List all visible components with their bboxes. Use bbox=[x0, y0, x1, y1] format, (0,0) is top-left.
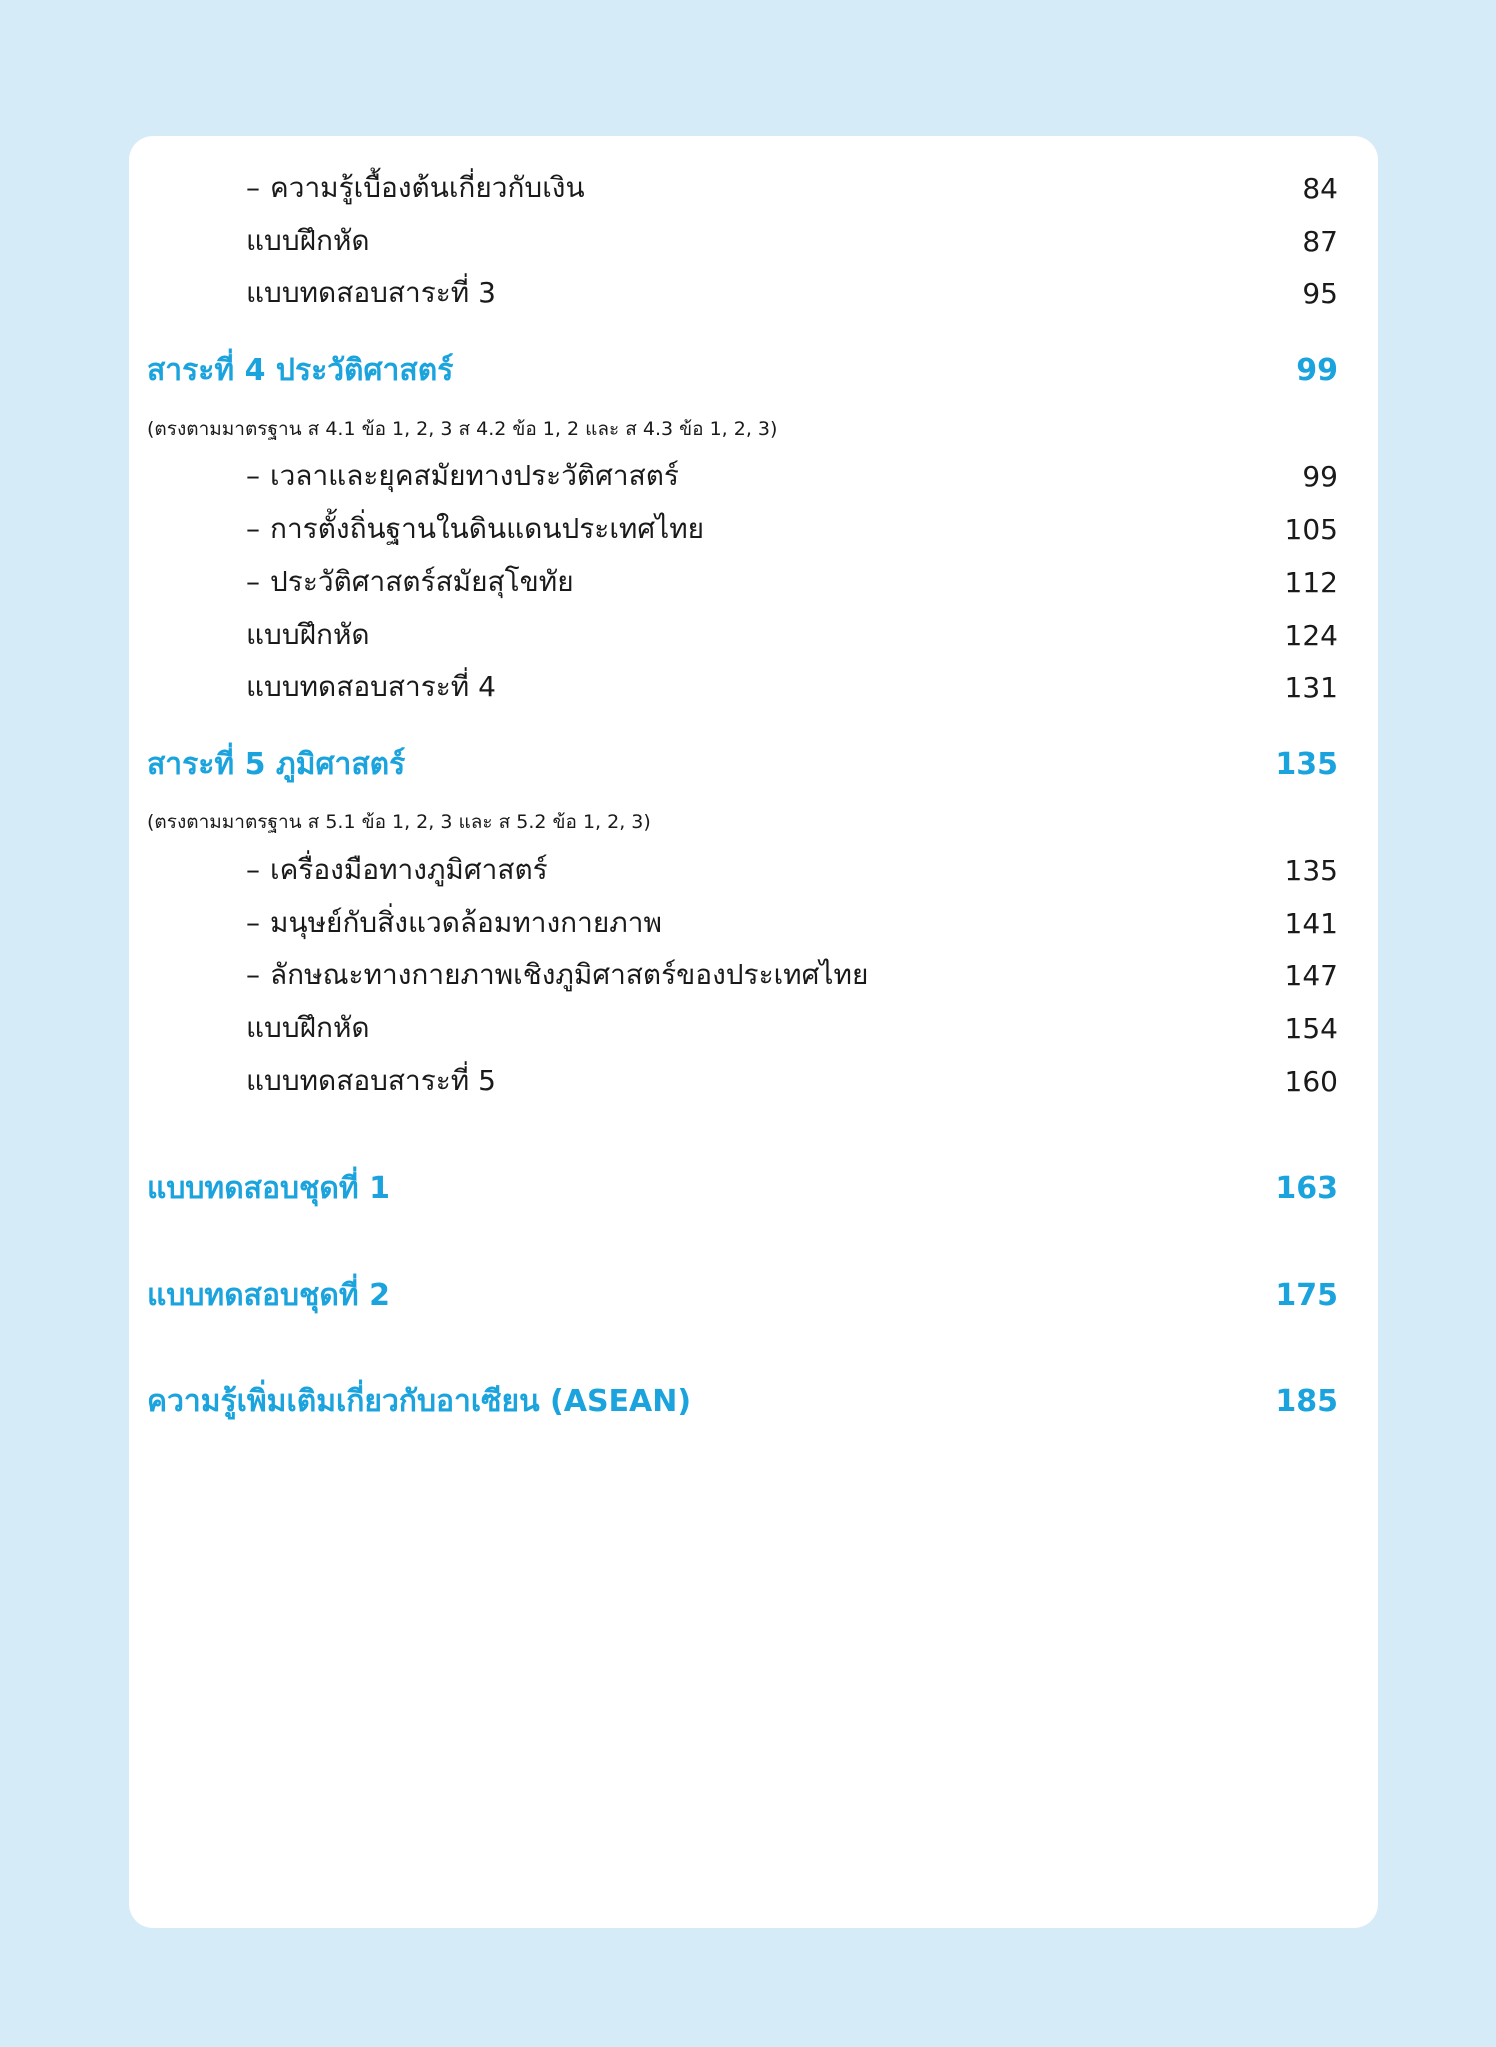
toc-item bbox=[129, 615, 1378, 655]
toc-item bbox=[129, 1008, 1378, 1048]
section-heading bbox=[129, 742, 1378, 786]
toc-item-label: แบบฝึกหัด bbox=[246, 1011, 370, 1044]
toc-item bbox=[129, 850, 1378, 890]
section-heading bbox=[129, 1273, 1378, 1317]
toc-dash: – bbox=[246, 958, 260, 991]
toc-item-label: – มนุษย์กับสิ่งแวดล้อมทางกายภาพ bbox=[246, 906, 662, 939]
section-heading-label: สาระที่ 4 ประวัติศาสตร์ bbox=[147, 352, 454, 388]
toc-page-number: 99 bbox=[1302, 459, 1338, 493]
toc-page-number: 112 bbox=[1284, 565, 1338, 599]
toc-item bbox=[129, 562, 1378, 602]
toc-item bbox=[129, 168, 1378, 208]
toc-item-label: แบบฝึกหัด bbox=[246, 224, 370, 257]
toc-item bbox=[129, 273, 1378, 313]
section-page-number: 135 bbox=[1275, 746, 1338, 782]
toc-item bbox=[129, 221, 1378, 261]
toc-dash: – bbox=[246, 906, 260, 939]
toc-page-number: 141 bbox=[1284, 906, 1338, 940]
toc-dash: – bbox=[246, 853, 260, 886]
section-heading-label: แบบทดสอบชุดที่ 2 bbox=[147, 1277, 390, 1313]
section-page-number: 99 bbox=[1296, 352, 1338, 388]
toc-item bbox=[129, 456, 1378, 496]
toc-page-number: 147 bbox=[1284, 958, 1338, 992]
section-heading bbox=[129, 1379, 1378, 1423]
toc-page-number: 124 bbox=[1284, 618, 1338, 652]
toc-page-number: 135 bbox=[1284, 853, 1338, 887]
toc-item bbox=[129, 1061, 1378, 1101]
toc-page-number: 84 bbox=[1302, 171, 1338, 205]
toc-item-label: – ลักษณะทางกายภาพเชิงภูมิศาสตร์ของประเทศไทย bbox=[246, 958, 869, 991]
toc-item bbox=[129, 509, 1378, 549]
section-heading-label: สาระที่ 5 ภูมิศาสตร์ bbox=[147, 746, 406, 782]
toc-item-label: – ประวัติศาสตร์สมัยสุโขทัย bbox=[246, 565, 574, 598]
toc-dash: – bbox=[246, 565, 260, 598]
section-heading-label: ความรู้เพิ่มเติมเกี่ยวกับอาเซียน (ASEAN) bbox=[147, 1383, 692, 1419]
toc-page-number: 131 bbox=[1284, 670, 1338, 704]
toc-item-label: – เวลาและยุคสมัยทางประวัติศาสตร์ bbox=[246, 459, 679, 492]
toc-page-number: 105 bbox=[1284, 512, 1338, 546]
toc-dash: – bbox=[246, 459, 260, 492]
section-page-number: 185 bbox=[1275, 1383, 1338, 1419]
section-page-number: 163 bbox=[1275, 1170, 1338, 1206]
toc-item-label: – การตั้งถิ่นฐานในดินแดนประเทศไทย bbox=[246, 512, 705, 545]
section-page-number: 175 bbox=[1275, 1277, 1338, 1313]
standards-note: (ตรงตามมาตรฐาน ส 4.1 ข้อ 1, 2, 3 ส 4.2 ข้อ 1, 2 และ ส 4.3 ข้อ 1, 2, 3) bbox=[147, 418, 778, 440]
toc-item bbox=[129, 667, 1378, 707]
toc-item-label: แบบทดสอบสาระที่ 5 bbox=[246, 1064, 496, 1097]
toc-item-label: แบบทดสอบสาระที่ 3 bbox=[246, 276, 496, 309]
toc-dash: – bbox=[246, 171, 260, 204]
toc-dash: – bbox=[246, 512, 260, 545]
standards-note: (ตรงตามมาตรฐาน ส 5.1 ข้อ 1, 2, 3 และ ส 5.2 ข้อ 1, 2, 3) bbox=[147, 811, 651, 833]
toc-card bbox=[129, 136, 1378, 1928]
toc-item-label: แบบฝึกหัด bbox=[246, 618, 370, 651]
toc-item bbox=[129, 903, 1378, 943]
toc-item-label: – ความรู้เบื้องต้นเกี่ยวกับเงิน bbox=[246, 171, 585, 204]
toc-item bbox=[129, 955, 1378, 995]
section-heading bbox=[129, 348, 1378, 392]
toc-page-number: 95 bbox=[1302, 276, 1338, 310]
toc-item-label: แบบทดสอบสาระที่ 4 bbox=[246, 670, 496, 703]
section-heading bbox=[129, 1166, 1378, 1210]
toc-item-label: – เครื่องมือทางภูมิศาสตร์ bbox=[246, 853, 548, 886]
toc-page-number: 154 bbox=[1284, 1011, 1338, 1045]
section-heading-label: แบบทดสอบชุดที่ 1 bbox=[147, 1170, 390, 1206]
toc-page-number: 160 bbox=[1284, 1064, 1338, 1098]
toc-page-number: 87 bbox=[1302, 224, 1338, 258]
